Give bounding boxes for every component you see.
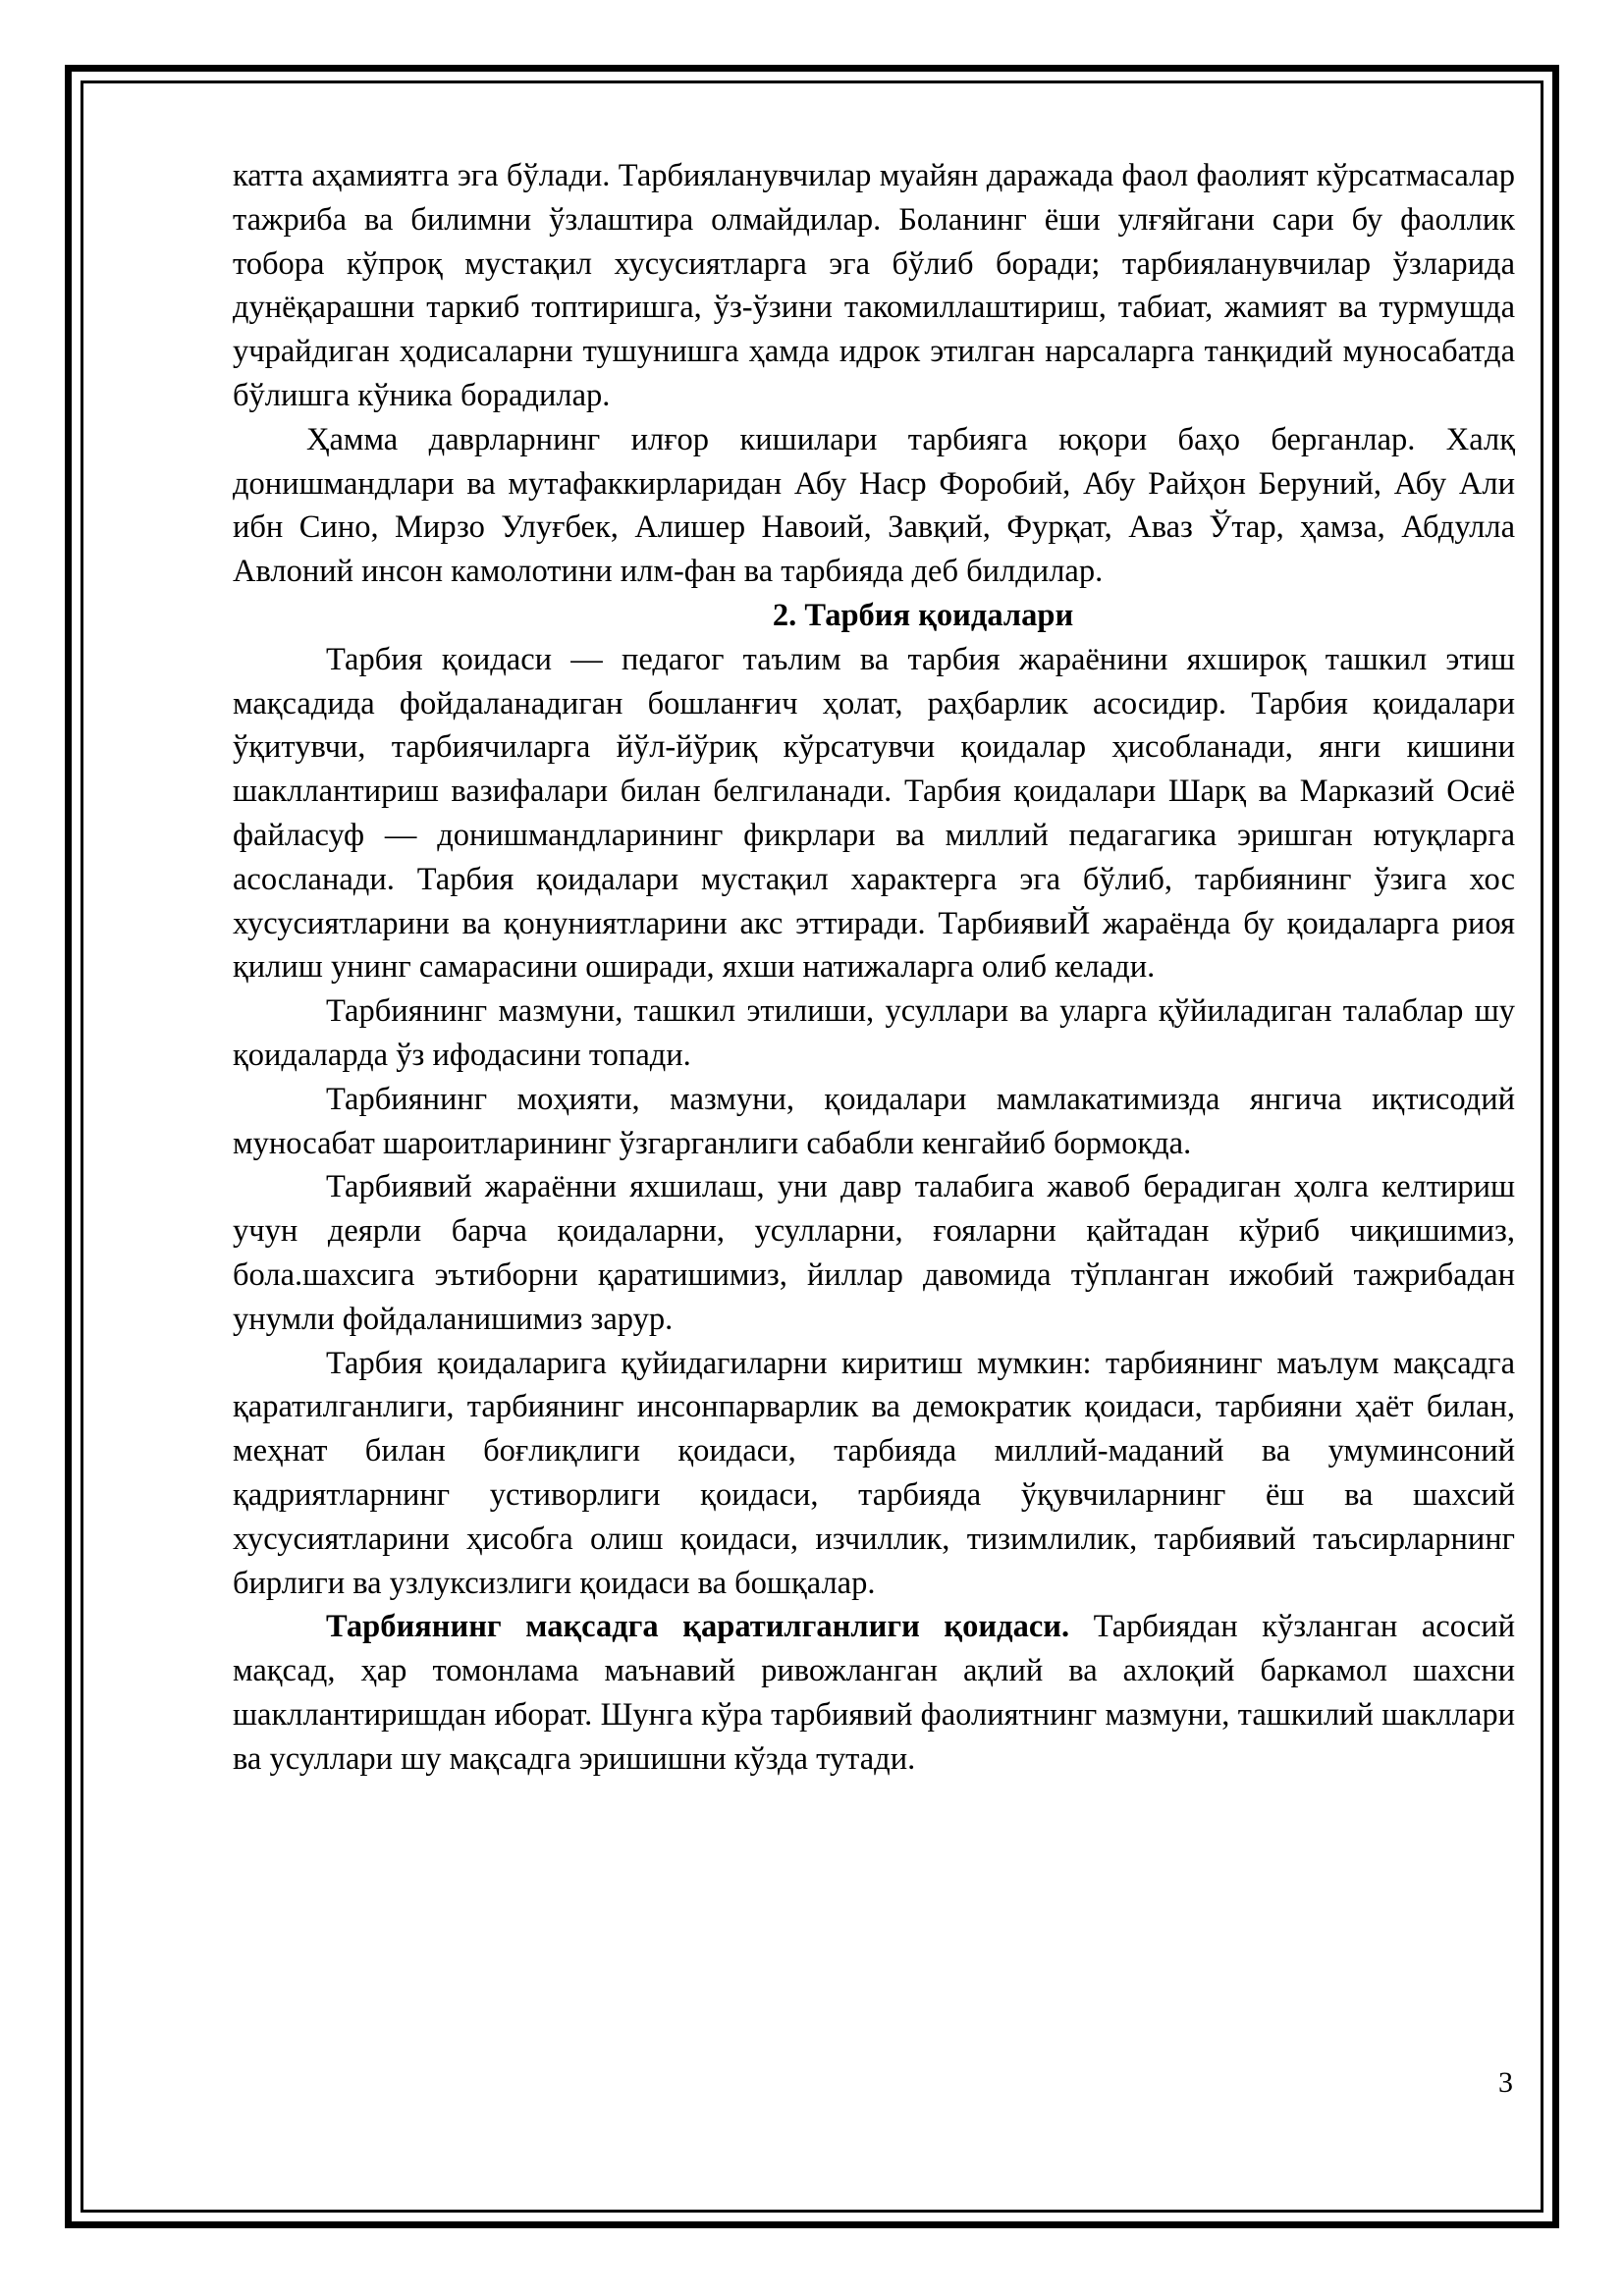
paragraph-6: Тарбиявий жараённи яхшилаш, уни давр талабига жавоб берадиган ҳолга келтириш учун деярли барча қоидаларни, усулларни, ғояларни қайтадан кўриб чиқишимиз, бола.шахсига эътиборни қаратишимиз, йиллар давомида тўпланган ижобий тажрибадан унумли фойдаланишимиз зарур. <box>233 1169 1515 1337</box>
paragraph-5: Тарбиянинг моҳияти, мазмуни, қоидалари мамлакатимизда янгича иқтисодий муносабат шароитларининг ўзгарганлиги сабабли кенгайиб бормокда. <box>233 1081 1515 1161</box>
paragraph-2: Ҳамма даврларнинг илғор кишилари тарбияга юқори баҳо берганлар. Халқ донишмандлари ва мутафаккирларидан Абу Наср Форобий, Абу Райҳон Беруний, Абу Али ибн Сино, Мирзо Улуғбек, Алишер Навоий, Завқий, Фурқат, Аваз Ўтар, ҳамза, Абдулла Авлоний инсон камолотини илм-фан ва тарбияда деб билдилар. <box>233 421 1515 590</box>
paragraph-3: Тарбия қоидаси — педагог таълим ва тарбия жараёнини яхшироқ ташкил этиш мақсадида фойдаланадиган бошланғич ҳолат, раҳбарлик асосидир. Тарбия қоидалари ўқитувчи, тарбиячиларга йўл-йўриқ кўрсатувчи қоидалар ҳисобланади, янги кишини шакллантириш вазифалари билан белгиланади. Тарбия қоидалари Шарқ ва Марказий Осиё файласуф — донишмандларининг фикрлари ва миллий педагагика эришган ютуқларга асосланади. Тарбия қоидалари мустақил характерга эга бўлиб, тарбиянинг ўзига хос хусусиятларини ва қонуниятларини акс эттиради. ТарбиявиЙ жараёнда бу қоидаларга риоя қилиш унинг самарасини оширади, яхши натижаларга олиб келади. <box>233 641 1515 986</box>
section-heading: 2. Тарбия қоидалари <box>772 597 1074 633</box>
paragraph-8-lead: Тарбиянинг мақсадга қаратилганлиги қоидаси. <box>326 1609 1070 1645</box>
document-body <box>233 154 1515 1781</box>
paragraph-1: катта аҳамиятга эга бўлади. Тарбияланувчилар муайян даражада фаол фаолият кўрсатмасалар тажриба ва билимни ўзлаштира олмайдилар. Боланинг ёши улғяйгани сари бу фаоллик тобора кўпроқ мустақил хусусиятларга эга бўлиб боради; тарбияланувчилар ўзларида дунёқарашни таркиб топтиришга, ўз-ўзини такомиллаштириш, табиат, жамият ва турмушда учрайдиган ҳодисаларни тушунишга ҳамда идрок этилган нарсаларга танқидий муносабатда бўлишга кўника борадилар. <box>233 158 1515 413</box>
paragraph-7: Тарбия қоидаларига қуйидагиларни киритиш мумкин: тарбиянинг маълум мақсадга қаратилганлиги, тарбиянинг инсонпарварлик ва демократик қоидаси, тарбияни ҳаёт билан, меҳнат билан боғлиқлиги қоидаси, тарбияда миллий-маданий ва умуминсоний қадриятларнинг устиворлиги қоидаси, тарбияда ўқувчиларнинг ёш ва шахсий хусусиятларини ҳисобга олиш қоидаси, изчиллик, тизимлилик, тарбиявий таъсирларнинг бирлиги ва узлуксизлиги қоидаси ва бошқалар. <box>233 1345 1515 1601</box>
paragraph-8-text: Тарбиядан кўзланган асосий мақсад, ҳар томонлама маънавий ривожланган ақлий ва ахлоқий баркамол шахсни шакллантиришдан иборат. Шунга кўра тарбиявий фаолиятнинг мазмуни, ташкилий шакллари ва усуллари шу мақсадга эришишни кўзда тутади. <box>233 1609 1515 1777</box>
paragraph-4: Тарбиянинг мазмуни, ташкил этилиши, усуллари ва уларга қўйиладиган талаблар шу қоидаларда ўз ифодасини топади. <box>233 993 1515 1073</box>
page-number: 3 <box>1498 2066 1513 2099</box>
paragraph-8 <box>233 1605 1515 1781</box>
